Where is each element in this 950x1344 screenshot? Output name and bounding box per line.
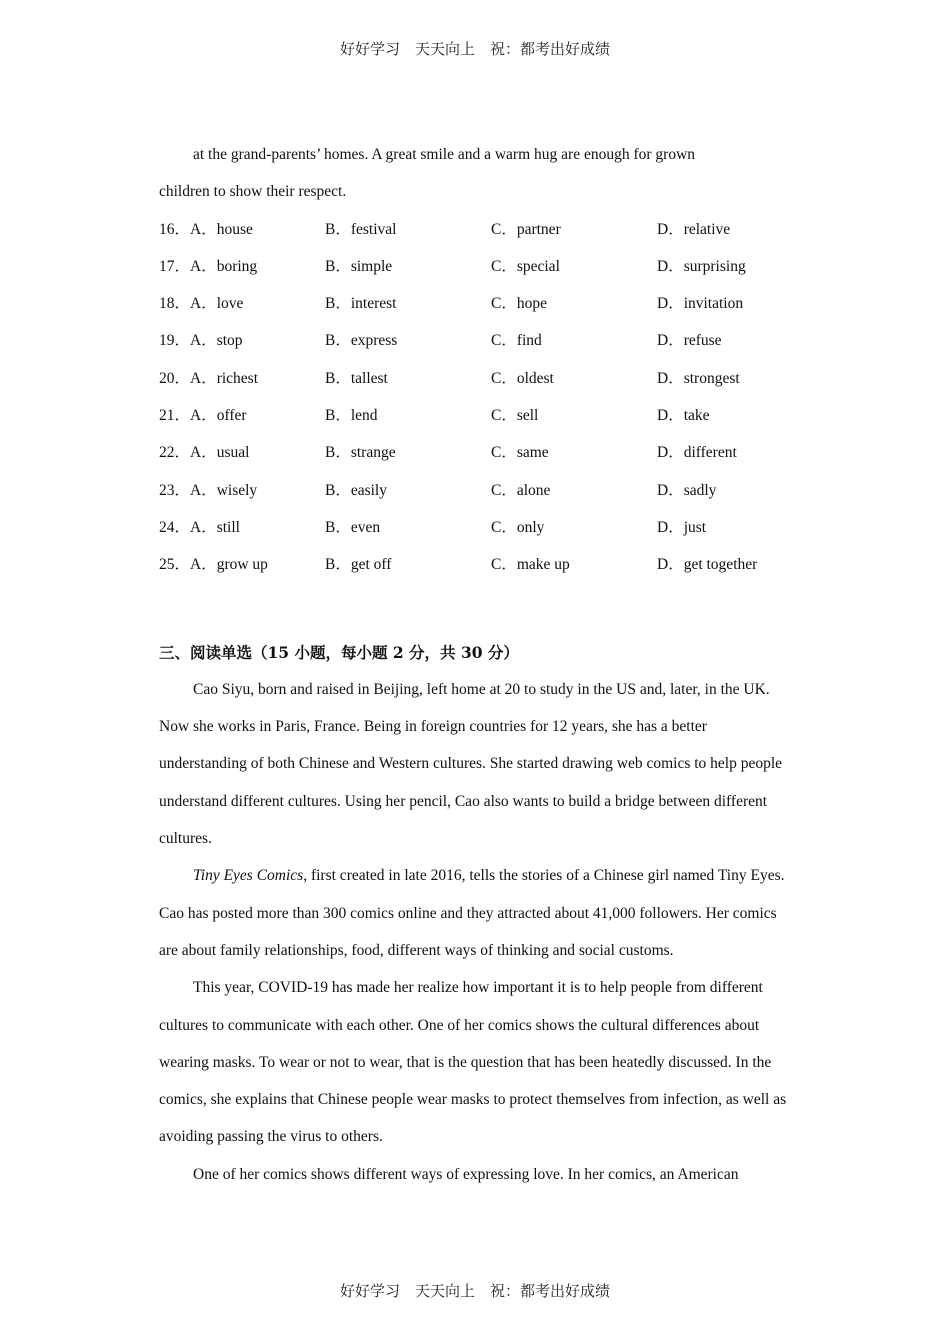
option-d: D．get together — [657, 556, 758, 574]
intro-line-2: children to show their respect. — [159, 183, 347, 201]
option-c: C．same — [491, 444, 549, 462]
option-d: D．just — [657, 518, 707, 536]
cloze-options — [159, 211, 791, 584]
option-b: B．express — [325, 332, 398, 350]
option-b: B．strange — [325, 444, 396, 462]
option-c: C．make up — [491, 556, 570, 574]
option-d: D．strongest — [657, 369, 740, 387]
paragraph-2-text: , first created in late 2016, tells the stories of a Chinese girl named Tiny Eyes. Cao has posted more than 300 comics online and they attracted about 41,000 followers. Her comics are about family relationships, food, different ways of thinking and social customs. — [159, 867, 785, 959]
option-a: 21．A．offer — [159, 407, 247, 425]
option-c: C．partner — [491, 220, 561, 238]
page-header: 好好学习 天天向上 祝：都考出好成绩 — [339, 40, 610, 58]
option-d: D．sadly — [657, 481, 717, 499]
intro-line-1: at the grand-parents’ homes. A great smile and a warm hug are enough for grown — [193, 146, 696, 163]
option-c: C．hope — [491, 295, 547, 313]
page-footer: 好好学习 天天向上 祝：都考出好成绩 — [339, 1282, 610, 1300]
option-b: B．festival — [325, 220, 397, 238]
option-c: C．only — [491, 518, 545, 536]
option-b: B．simple — [325, 257, 393, 275]
option-c: C．oldest — [491, 369, 554, 387]
question-row-23 — [159, 472, 791, 509]
section-spacer — [159, 584, 791, 634]
question-row-20 — [159, 360, 791, 397]
document-body — [159, 136, 791, 1193]
option-b: B．even — [325, 518, 381, 536]
reading-paragraph-1: Cao Siyu, born and raised in Beijing, left home at 20 to study in the US and, later, in the UK. Now she works in Paris, France. Being in foreign countries for 12 years, she has a better understanding of both Chinese and Western cultures. She started drawing web comics to help people understand different cultures. Using her pencil, Cao also wants to build a bridge between different cultures. — [159, 680, 783, 848]
question-row-25 — [159, 546, 791, 583]
option-d: D．different — [657, 444, 737, 462]
option-a: 22．A．usual — [159, 444, 250, 462]
option-a: 18．A．love — [159, 295, 244, 313]
option-a: 17．A．boring — [159, 257, 258, 275]
option-d: D．invitation — [657, 295, 744, 313]
comic-title: Tiny Eyes Comics — [193, 867, 304, 885]
reading-paragraph-3: This year, COVID-19 has made her realize how important it is to help people from different cultures to communicate with each other. One of her comics shows the cultural differences about wearing masks. To wear or not to wear, that is the question that has been heatedly discussed. In the comics, she explains that Chinese people wear masks to protect themselves from infection, as well as avoiding passing the virus to others. — [159, 979, 787, 1146]
option-b: B．interest — [325, 295, 397, 313]
question-row-17 — [159, 248, 791, 285]
option-a: 19．A．stop — [159, 332, 243, 350]
question-row-18 — [159, 285, 791, 322]
option-b: B．lend — [325, 407, 378, 425]
option-d: D．surprising — [657, 257, 746, 275]
option-a: 16．A．house — [159, 220, 253, 238]
option-c: C．alone — [491, 481, 551, 499]
option-b: B．tallest — [325, 369, 388, 387]
option-a: 25．A．grow up — [159, 556, 268, 574]
option-d: D．refuse — [657, 332, 722, 350]
option-a: 24．A．still — [159, 518, 240, 536]
question-row-24 — [159, 509, 791, 546]
reading-paragraph-2 — [159, 857, 791, 969]
option-c: C．find — [491, 332, 542, 350]
option-d: D．relative — [657, 220, 731, 238]
option-c: C．special — [491, 257, 560, 275]
reading-paragraph-4: One of her comics shows different ways of expressing love. In her comics, an American — [193, 1165, 739, 1183]
question-row-22 — [159, 434, 791, 471]
section-title: 三、阅读单选（15 小题，每小题 2 分，共 30 分） — [159, 642, 519, 662]
option-d: D．take — [657, 407, 710, 425]
option-b: B．easily — [325, 481, 387, 499]
option-c: C．sell — [491, 407, 539, 425]
option-a: 23．A．wisely — [159, 481, 258, 499]
question-row-21 — [159, 397, 791, 434]
option-b: B．get off — [325, 556, 392, 574]
question-row-16 — [159, 211, 791, 248]
question-row-19 — [159, 322, 791, 359]
option-a: 20．A．richest — [159, 369, 259, 387]
